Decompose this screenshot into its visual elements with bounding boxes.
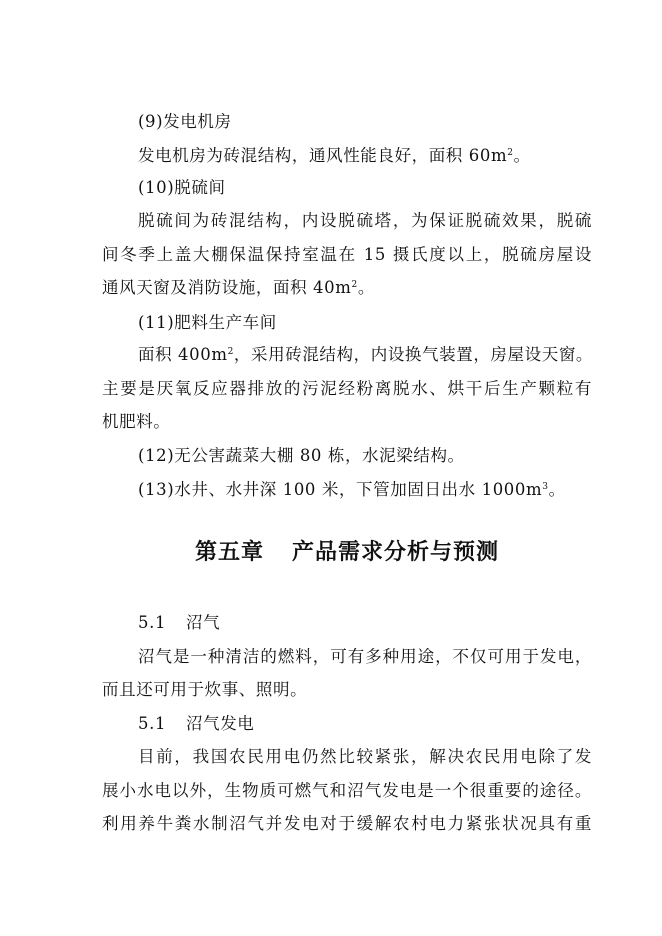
item-10-body-line-3 — [102, 277, 592, 299]
superscript-2: 2 — [351, 280, 358, 290]
section-number: 5.1 — [138, 613, 167, 632]
item-10-body-line-1: 脱硫间为砖混结构，内设脱硫塔，为保证脱硫效果，脱硫 — [138, 211, 592, 230]
section-number: 5.1 — [138, 714, 167, 733]
item-9-title: (9)发电机房 — [138, 112, 232, 131]
item-11-body-line-2: 主要是厌氧反应器排放的污泥经粉离脱水、烘干后生产颗粒有 — [102, 379, 592, 398]
item-13-text: (13)水井、水井深 100 米，下管加固日出水 1000m — [138, 480, 543, 499]
section-5-1-body-line-1: 沼气是一种清洁的燃料，可有多种用途，不仅可用于发电， — [138, 647, 592, 666]
item-9-text: 发电机房为砖混结构，通风性能良好，面积 60m — [138, 146, 508, 165]
superscript-2: 2 — [227, 347, 234, 357]
period: 。 — [513, 146, 531, 165]
item-11-desc: ，采用砖混结构，内设换气装置，房屋设天窗。 — [233, 345, 594, 364]
section-title: 沼气发电 — [186, 714, 255, 733]
section-5-1b-body-line-1: 目前，我国农民用电仍然比较紧张，解决农民用电除了发 — [138, 747, 592, 766]
item-10-body-text: 通风天窗及消防设施，面积 40m — [102, 278, 352, 297]
superscript-2: 2 — [507, 148, 514, 158]
item-11-body-line-3: 机肥料。 — [102, 412, 171, 431]
item-11-area: 面积 400m — [138, 345, 228, 364]
section-5-1b-body-line-2: 展小水电以外，生物质可燃气和沼气发电是一个很重要的途径。 — [102, 781, 592, 800]
chapter-number: 第五章 — [194, 540, 264, 565]
section-5-1b-body-line-3: 利用养牛粪水制沼气并发电对于缓解农村电力紧张状况具有重 — [102, 814, 592, 833]
superscript-3: 3 — [542, 482, 549, 492]
section-5-1b-heading — [138, 713, 592, 735]
item-11-title: (11)肥料生产车间 — [138, 313, 277, 332]
period: 。 — [548, 480, 566, 499]
section-5-1-heading — [138, 612, 592, 634]
period: 。 — [357, 278, 375, 297]
item-10-title: (10)脱硫间 — [138, 178, 226, 197]
item-11-body-line-1 — [138, 344, 592, 366]
item-12: (12)无公害蔬菜大棚 80 栋，水泥梁结构。 — [138, 446, 465, 465]
chapter-heading — [102, 538, 592, 568]
section-title: 沼气 — [186, 613, 221, 632]
item-13 — [138, 479, 592, 501]
item-10-body-line-2: 间冬季上盖大棚保温保持室温在 15 摄氏度以上，脱硫房屋设 — [102, 245, 592, 264]
item-9-body — [138, 145, 592, 167]
chapter-title: 产品需求分析与预测 — [292, 540, 500, 565]
section-5-1-body-line-2: 而且还可用于炊事、照明。 — [102, 680, 308, 699]
